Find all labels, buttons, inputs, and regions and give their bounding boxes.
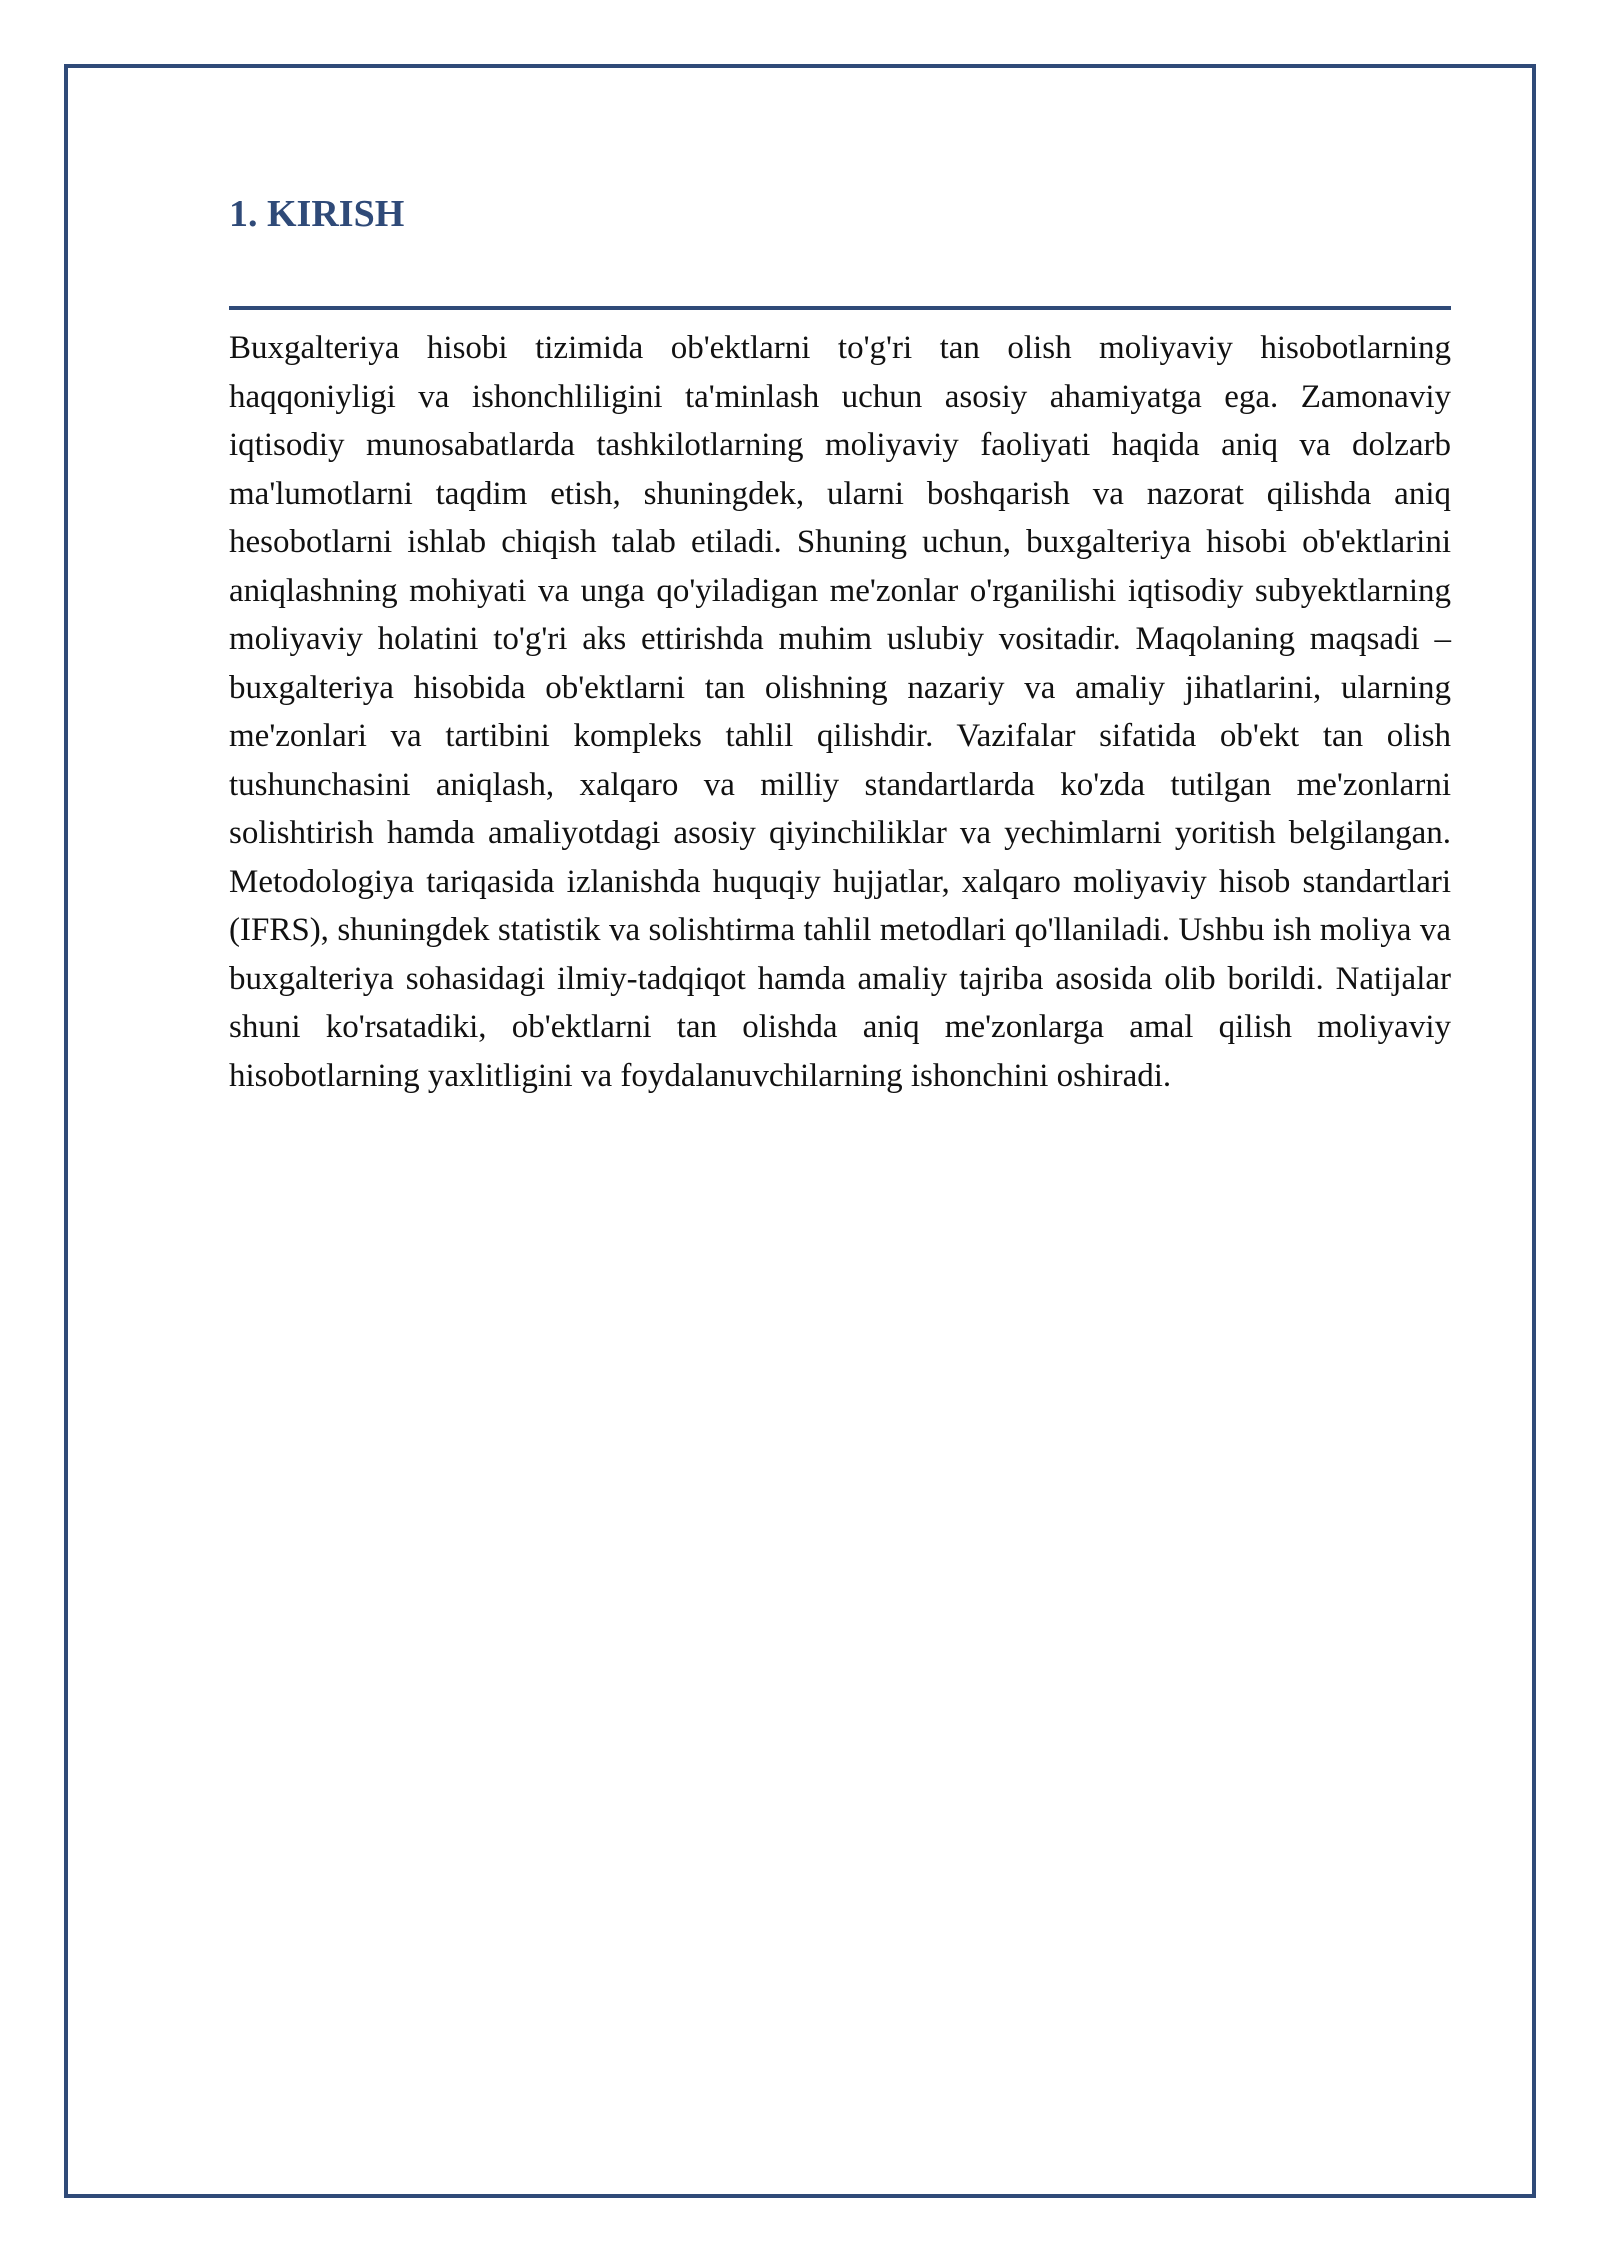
section-heading: 1. KIRISH xyxy=(229,193,405,235)
heading-divider xyxy=(229,306,1451,310)
document-content xyxy=(229,188,1451,1100)
body-paragraph: Buxgalteriya hisobi tizimida ob'ektlarni to'g'ri tan olish moliyaviy hisobotlarning haqqoniyligi va ishonchliligini ta'minlash uchun asosiy ahamiyatga ega. Zamonaviy iqtisodiy munosabatlarda tashkilotlarning moliyaviy faoliyati haqida aniq va dolzarb ma'lumotlarni taqdim etish, shuningdek, ularni boshqarish va nazorat qilishda aniq hesobotlarni ishlab chiqish talab etiladi. Shuning uchun, buxgalteriya hisobi ob'ektlarini aniqlashning mohiyati va unga qo'yiladigan me'zonlar o'rganilishi iqtisodiy subyektlarning moliyaviy holatini to'g'ri aks ettirishda muhim uslubiy vositadir. Maqolaning maqsadi – buxgalteriya hisobida ob'ektlarni tan olishning nazariy va amaliy jihatlarini, ularning me'zonlari va tartibini kompleks tahlil qilishdir. Vazifalar sifatida ob'ekt tan olish tushunchasini aniqlash, xalqaro va milliy standartlarda ko'zda tutilgan me'zonlarni solishtirish hamda amaliyotdagi asosiy qiyinchiliklar va yechimlarni yoritish belgilangan. Metodologiya tariqasida izlanishda huquqiy hujjatlar, xalqaro moliyaviy hisob standartlari (IFRS), shuningdek statistik va solishtirma tahlil metodlari qo'llaniladi. Ushbu ish moliya va buxgalteriya sohasidagi ilmiy-tadqiqot hamda amaliy tajriba asosida olib borildi. Natijalar shuni ko'rsatadiki, ob'ektlarni tan olishda aniq me'zonlarga amal qilish moliyaviy hisobotlarning yaxlitligini va foydalanuvchilarning ishonchini oshiradi. xyxy=(229,330,1451,1094)
